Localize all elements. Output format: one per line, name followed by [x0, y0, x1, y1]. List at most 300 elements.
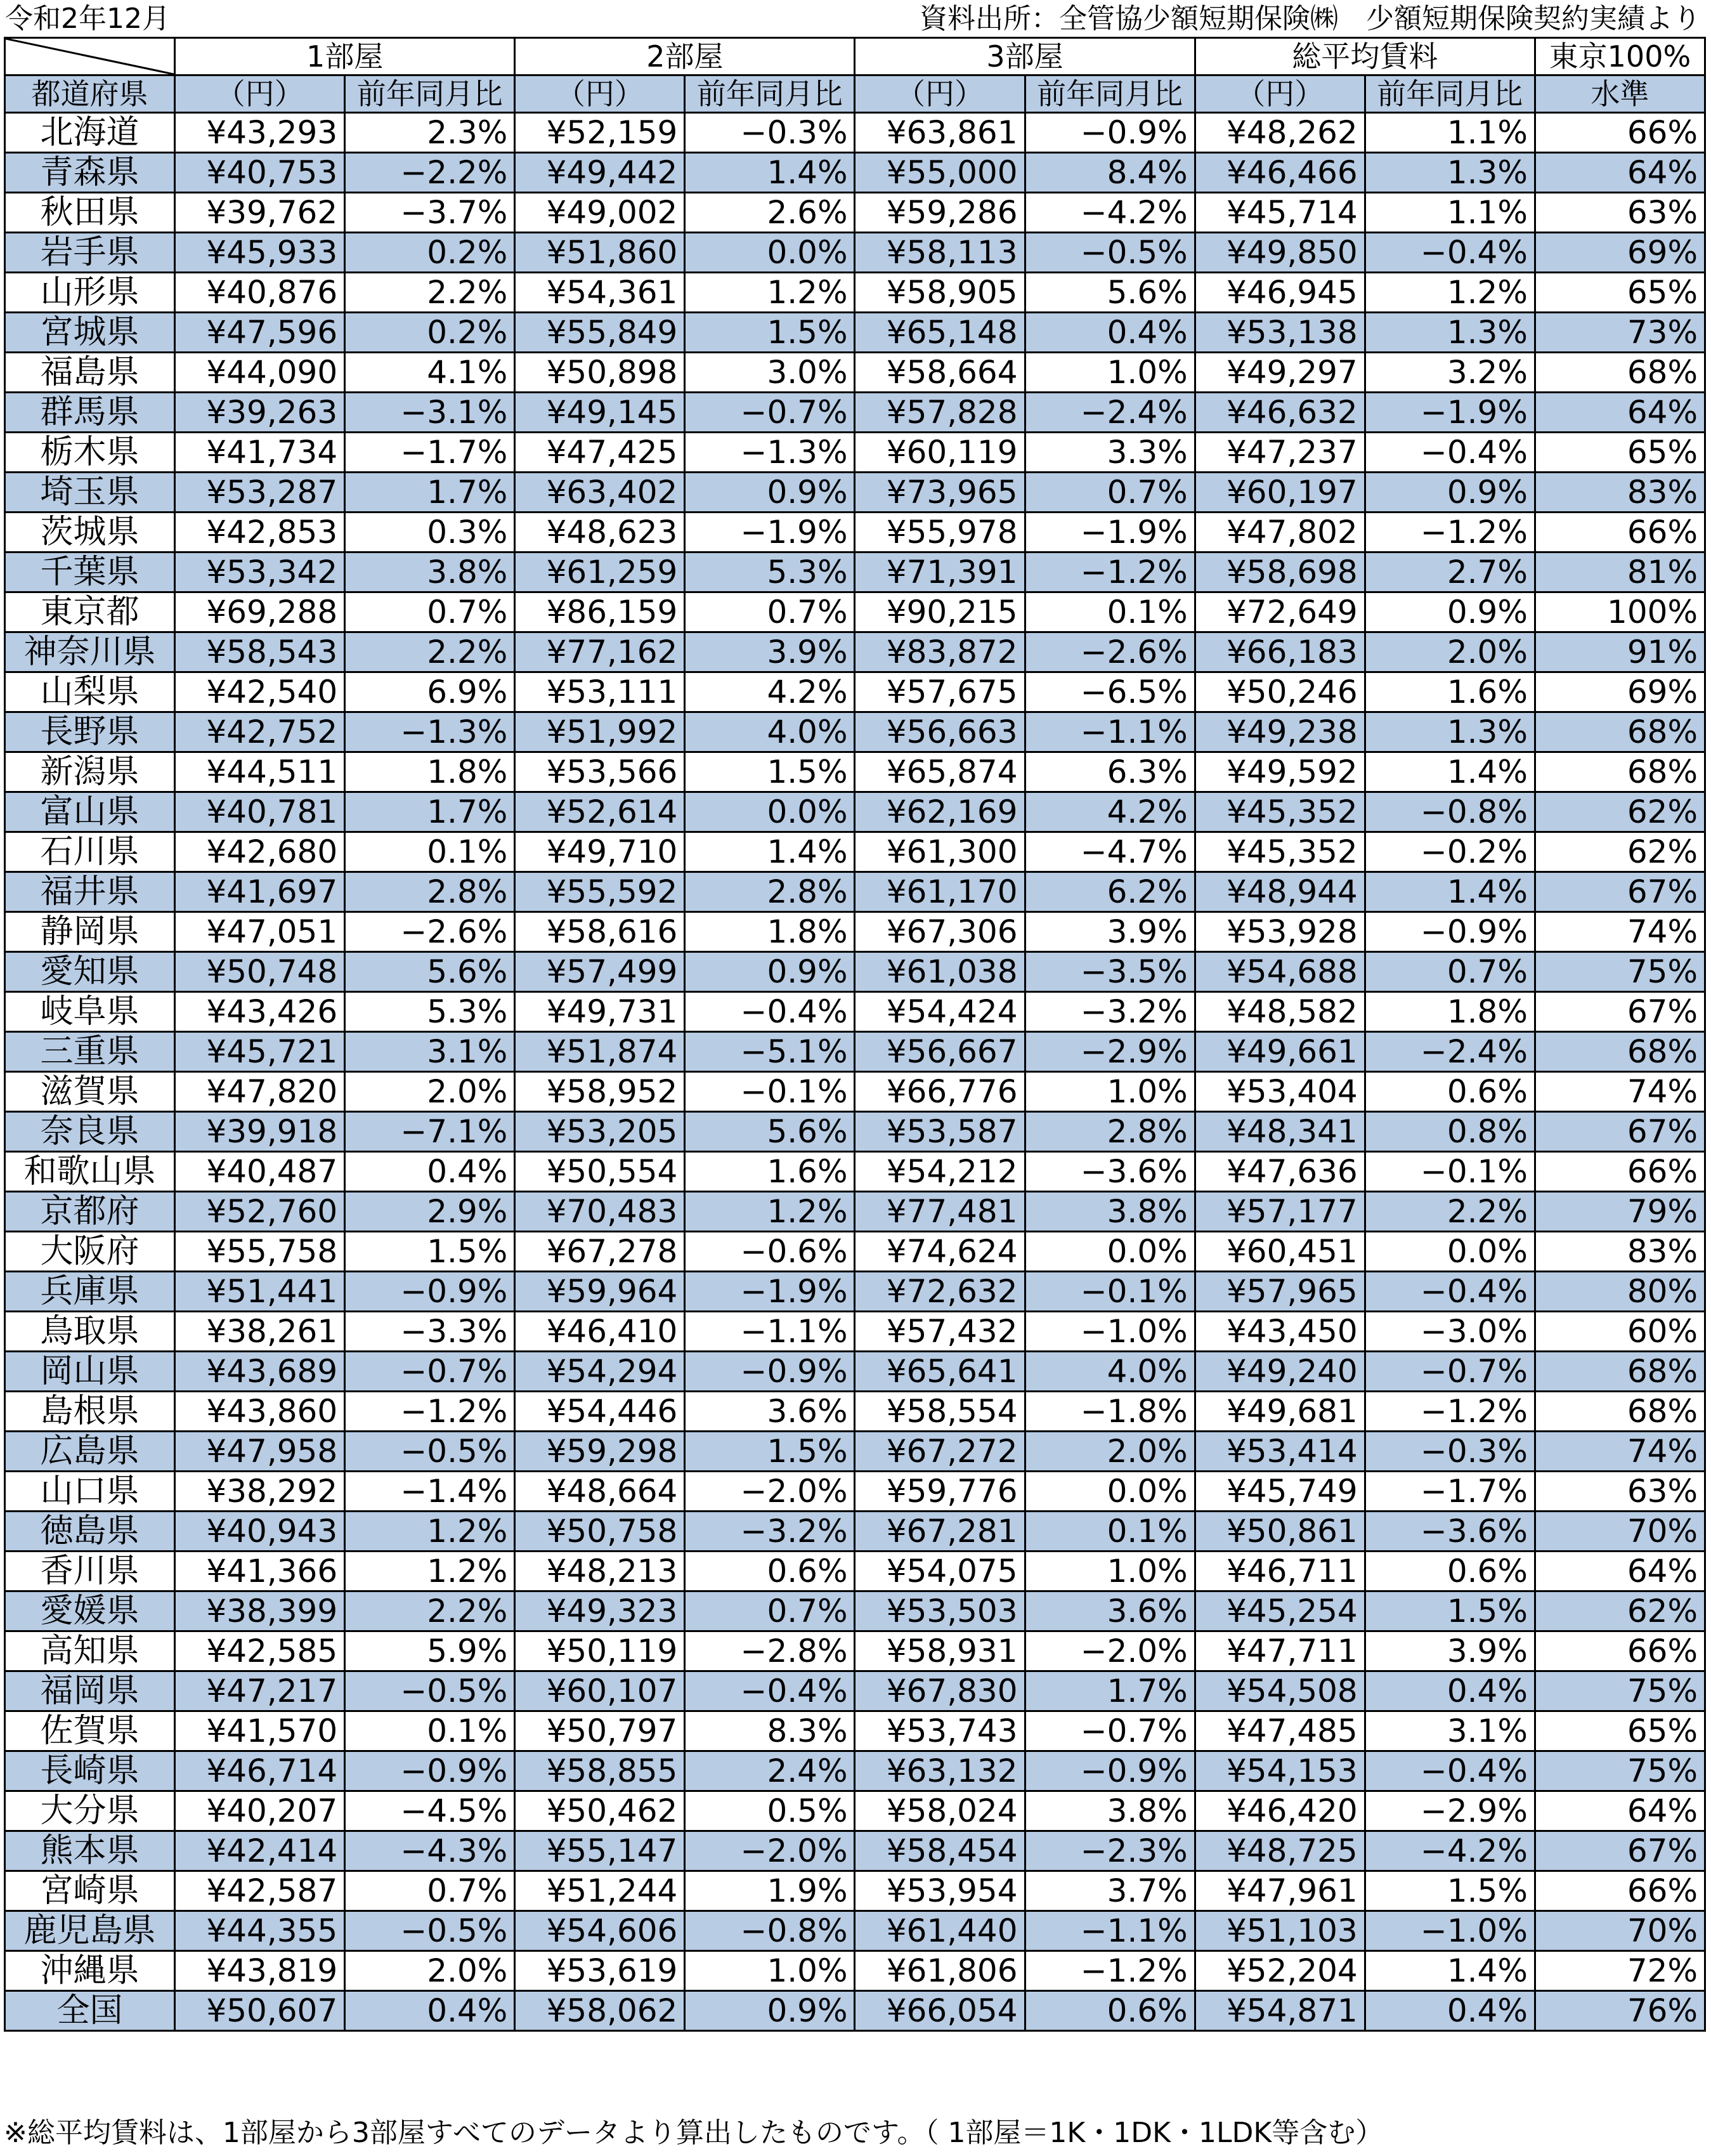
table-row	[5, 1591, 1705, 1631]
cell-rent-2-rooms: ¥48,664	[515, 1472, 685, 1512]
cell-yoy-2-rooms: −5.1%	[685, 1032, 855, 1072]
cell-rent-average: ¥49,661	[1195, 1032, 1365, 1072]
cell-yoy-average: 1.5%	[1365, 1591, 1535, 1631]
cell-rent-average: ¥48,582	[1195, 992, 1365, 1032]
cell-rent-average: ¥66,183	[1195, 632, 1365, 672]
cell-tokyo-level: 74%	[1535, 912, 1705, 952]
cell-prefecture: 兵庫県	[5, 1272, 175, 1312]
cell-prefecture: 熊本県	[5, 1831, 175, 1871]
cell-rent-3-rooms: ¥58,664	[855, 353, 1025, 393]
cell-yoy-3-rooms: 3.8%	[1025, 1192, 1195, 1232]
cell-yoy-average: 1.1%	[1365, 113, 1535, 153]
cell-prefecture: 愛媛県	[5, 1591, 175, 1631]
cell-rent-1-room: ¥47,051	[175, 912, 345, 952]
cell-rent-average: ¥72,649	[1195, 592, 1365, 632]
header-1-room: 1部屋	[175, 38, 515, 75]
cell-yoy-1-room: 0.7%	[345, 1871, 515, 1911]
cell-rent-average: ¥47,485	[1195, 1711, 1365, 1751]
cell-yoy-1-room: 2.2%	[345, 1591, 515, 1631]
cell-yoy-3-rooms: 3.6%	[1025, 1591, 1195, 1631]
cell-rent-2-rooms: ¥54,606	[515, 1911, 685, 1951]
cell-rent-2-rooms: ¥51,992	[515, 712, 685, 752]
header-row-units	[5, 75, 1705, 113]
table-row	[5, 1312, 1705, 1352]
cell-yoy-2-rooms: 3.0%	[685, 353, 855, 393]
cell-yoy-3-rooms: 0.6%	[1025, 1991, 1195, 2031]
cell-yoy-2-rooms: 0.7%	[685, 592, 855, 632]
cell-rent-3-rooms: ¥63,132	[855, 1751, 1025, 1791]
cell-rent-average: ¥47,711	[1195, 1631, 1365, 1671]
cell-prefecture: 徳島県	[5, 1512, 175, 1552]
cell-yoy-1-room: −2.2%	[345, 153, 515, 193]
cell-yoy-1-room: 5.3%	[345, 992, 515, 1032]
cell-rent-average: ¥46,945	[1195, 273, 1365, 313]
cell-rent-average: ¥53,404	[1195, 1072, 1365, 1112]
cell-yoy-1-room: 2.2%	[345, 632, 515, 672]
cell-rent-1-room: ¥47,596	[175, 313, 345, 353]
cell-yoy-2-rooms: 1.4%	[685, 832, 855, 872]
cell-rent-1-room: ¥40,943	[175, 1512, 345, 1552]
table-row	[5, 1552, 1705, 1591]
cell-yoy-average: 3.1%	[1365, 1711, 1535, 1751]
cell-rent-1-room: ¥58,543	[175, 632, 345, 672]
cell-rent-2-rooms: ¥49,710	[515, 832, 685, 872]
cell-tokyo-level: 66%	[1535, 1152, 1705, 1192]
cell-rent-average: ¥48,725	[1195, 1831, 1365, 1871]
cell-rent-1-room: ¥47,820	[175, 1072, 345, 1112]
cell-rent-3-rooms: ¥53,503	[855, 1591, 1025, 1631]
cell-tokyo-level: 66%	[1535, 1631, 1705, 1671]
table-row	[5, 1631, 1705, 1671]
cell-yoy-1-room: 2.8%	[345, 872, 515, 912]
cell-rent-average: ¥49,592	[1195, 752, 1365, 792]
cell-rent-2-rooms: ¥77,162	[515, 632, 685, 672]
cell-yoy-average: 1.8%	[1365, 992, 1535, 1032]
cell-rent-2-rooms: ¥50,898	[515, 353, 685, 393]
cell-rent-1-room: ¥44,355	[175, 1911, 345, 1951]
cell-tokyo-level: 65%	[1535, 1711, 1705, 1751]
cell-yoy-3-rooms: 3.8%	[1025, 1791, 1195, 1831]
cell-yoy-average: 0.6%	[1365, 1552, 1535, 1591]
cell-tokyo-level: 62%	[1535, 1591, 1705, 1631]
table-row	[5, 1671, 1705, 1711]
cell-yoy-average: 3.2%	[1365, 353, 1535, 393]
cell-yoy-2-rooms: −0.7%	[685, 393, 855, 433]
cell-rent-average: ¥49,238	[1195, 712, 1365, 752]
cell-rent-average: ¥46,632	[1195, 393, 1365, 433]
cell-yoy-average: 0.4%	[1365, 1991, 1535, 2031]
cell-yoy-2-rooms: 1.6%	[685, 1152, 855, 1192]
cell-tokyo-level: 65%	[1535, 433, 1705, 473]
cell-yoy-1-room: −0.9%	[345, 1751, 515, 1791]
cell-yoy-average: 1.3%	[1365, 712, 1535, 752]
cell-prefecture: 北海道	[5, 113, 175, 153]
cell-yoy-1-room: −3.7%	[345, 193, 515, 233]
cell-tokyo-level: 64%	[1535, 1552, 1705, 1591]
cell-yoy-average: −0.4%	[1365, 1272, 1535, 1312]
cell-rent-3-rooms: ¥61,806	[855, 1951, 1025, 1991]
cell-rent-average: ¥57,965	[1195, 1272, 1365, 1312]
cell-rent-average: ¥46,711	[1195, 1552, 1365, 1591]
cell-rent-2-rooms: ¥53,619	[515, 1951, 685, 1991]
cell-tokyo-level: 62%	[1535, 792, 1705, 832]
cell-yoy-1-room: −0.9%	[345, 1272, 515, 1312]
cell-yoy-2-rooms: 1.2%	[685, 273, 855, 313]
cell-prefecture: 広島県	[5, 1432, 175, 1472]
cell-yoy-3-rooms: 3.7%	[1025, 1871, 1195, 1911]
cell-rent-1-room: ¥40,781	[175, 792, 345, 832]
cell-rent-average: ¥43,450	[1195, 1312, 1365, 1352]
cell-yoy-3-rooms: −1.0%	[1025, 1312, 1195, 1352]
cell-rent-3-rooms: ¥53,743	[855, 1711, 1025, 1751]
cell-yoy-3-rooms: −2.4%	[1025, 393, 1195, 433]
cell-rent-average: ¥50,246	[1195, 672, 1365, 712]
cell-rent-3-rooms: ¥83,872	[855, 632, 1025, 672]
cell-rent-average: ¥49,240	[1195, 1352, 1365, 1392]
cell-yoy-3-rooms: 8.4%	[1025, 153, 1195, 193]
cell-rent-3-rooms: ¥58,113	[855, 233, 1025, 273]
cell-prefecture: 富山県	[5, 792, 175, 832]
cell-rent-2-rooms: ¥55,849	[515, 313, 685, 353]
cell-yoy-3-rooms: 0.1%	[1025, 1512, 1195, 1552]
table-row	[5, 1072, 1705, 1112]
table-row	[5, 1951, 1705, 1991]
cell-yoy-3-rooms: 1.0%	[1025, 1072, 1195, 1112]
cell-tokyo-level: 70%	[1535, 1911, 1705, 1951]
cell-rent-1-room: ¥53,287	[175, 473, 345, 513]
cell-yoy-2-rooms: 0.0%	[685, 792, 855, 832]
cell-rent-1-room: ¥38,261	[175, 1312, 345, 1352]
table-row	[5, 1352, 1705, 1392]
cell-tokyo-level: 64%	[1535, 393, 1705, 433]
table-row	[5, 1112, 1705, 1152]
table-row	[5, 1871, 1705, 1911]
cell-yoy-average: −0.3%	[1365, 1432, 1535, 1472]
cell-rent-3-rooms: ¥56,663	[855, 712, 1025, 752]
cell-yoy-1-room: −1.7%	[345, 433, 515, 473]
cell-prefecture: 大阪府	[5, 1232, 175, 1272]
table-row	[5, 473, 1705, 513]
cell-yoy-1-room: 2.2%	[345, 273, 515, 313]
cell-rent-3-rooms: ¥57,675	[855, 672, 1025, 712]
cell-yoy-1-room: −0.7%	[345, 1352, 515, 1392]
cell-yoy-2-rooms: 1.5%	[685, 1432, 855, 1472]
cell-prefecture: 福井県	[5, 872, 175, 912]
cell-yoy-1-room: 2.0%	[345, 1951, 515, 1991]
table-row	[5, 712, 1705, 752]
cell-rent-2-rooms: ¥49,323	[515, 1591, 685, 1631]
cell-yoy-3-rooms: −0.1%	[1025, 1272, 1195, 1312]
table-row	[5, 233, 1705, 273]
table-row	[5, 1791, 1705, 1831]
cell-yoy-1-room: 3.1%	[345, 1032, 515, 1072]
table-row	[5, 393, 1705, 433]
cell-yoy-average: −4.2%	[1365, 1831, 1535, 1871]
cell-rent-2-rooms: ¥50,758	[515, 1512, 685, 1552]
cell-rent-2-rooms: ¥52,159	[515, 113, 685, 153]
cell-rent-average: ¥53,138	[1195, 313, 1365, 353]
cell-yoy-average: −1.2%	[1365, 1392, 1535, 1432]
cell-yoy-1-room: −7.1%	[345, 1112, 515, 1152]
table-row	[5, 1272, 1705, 1312]
cell-tokyo-level: 74%	[1535, 1432, 1705, 1472]
cell-prefecture: 秋田県	[5, 193, 175, 233]
cell-tokyo-level: 64%	[1535, 153, 1705, 193]
cell-prefecture: 栃木県	[5, 433, 175, 473]
cell-prefecture: 岐阜県	[5, 992, 175, 1032]
header-tokyo-100: 東京100%	[1535, 38, 1705, 75]
cell-rent-3-rooms: ¥53,587	[855, 1112, 1025, 1152]
cell-rent-3-rooms: ¥61,038	[855, 952, 1025, 992]
cell-yoy-average: −1.0%	[1365, 1911, 1535, 1951]
cell-rent-3-rooms: ¥74,624	[855, 1232, 1025, 1272]
cell-prefecture: 滋賀県	[5, 1072, 175, 1112]
cell-yoy-3-rooms: −1.1%	[1025, 712, 1195, 752]
cell-rent-average: ¥52,204	[1195, 1951, 1365, 1991]
cell-yoy-1-room: −3.3%	[345, 1312, 515, 1352]
table-row	[5, 1192, 1705, 1232]
cell-rent-average: ¥46,466	[1195, 153, 1365, 193]
cell-yoy-1-room: 6.9%	[345, 672, 515, 712]
cell-yoy-1-room: 1.2%	[345, 1552, 515, 1591]
cell-yoy-3-rooms: −1.2%	[1025, 1951, 1195, 1991]
cell-yoy-1-room: 2.3%	[345, 113, 515, 153]
cell-rent-3-rooms: ¥71,391	[855, 552, 1025, 592]
cell-yoy-1-room: 5.6%	[345, 952, 515, 992]
cell-yoy-3-rooms: −0.9%	[1025, 1751, 1195, 1791]
cell-rent-average: ¥45,749	[1195, 1472, 1365, 1512]
diagonal-line	[6, 39, 174, 74]
header-yen-1: （円）	[175, 75, 345, 113]
cell-rent-average: ¥47,961	[1195, 1871, 1365, 1911]
cell-tokyo-level: 67%	[1535, 1831, 1705, 1871]
cell-rent-2-rooms: ¥51,874	[515, 1032, 685, 1072]
cell-rent-2-rooms: ¥48,623	[515, 513, 685, 552]
table-row	[5, 513, 1705, 552]
cell-tokyo-level: 67%	[1535, 1112, 1705, 1152]
cell-rent-2-rooms: ¥86,159	[515, 592, 685, 632]
cell-prefecture: 愛知県	[5, 952, 175, 992]
table-row	[5, 353, 1705, 393]
cell-rent-1-room: ¥45,933	[175, 233, 345, 273]
cell-yoy-1-room: 2.9%	[345, 1192, 515, 1232]
cell-yoy-average: −2.4%	[1365, 1032, 1535, 1072]
cell-rent-average: ¥47,802	[1195, 513, 1365, 552]
header-yoy-avg: 前年同月比	[1365, 75, 1535, 113]
table-row	[5, 1152, 1705, 1192]
cell-prefecture: 沖縄県	[5, 1951, 175, 1991]
cell-rent-3-rooms: ¥67,306	[855, 912, 1025, 952]
cell-prefecture: 東京都	[5, 592, 175, 632]
table-row	[5, 1991, 1705, 2031]
cell-rent-3-rooms: ¥73,965	[855, 473, 1025, 513]
cell-tokyo-level: 67%	[1535, 992, 1705, 1032]
cell-rent-1-room: ¥40,876	[175, 273, 345, 313]
corner-cell	[5, 38, 175, 75]
table-row	[5, 952, 1705, 992]
cell-rent-1-room: ¥53,342	[175, 552, 345, 592]
table-row	[5, 552, 1705, 592]
cell-rent-1-room: ¥42,752	[175, 712, 345, 752]
cell-yoy-2-rooms: −2.0%	[685, 1831, 855, 1871]
cell-rent-average: ¥48,262	[1195, 113, 1365, 153]
cell-prefecture: 鹿児島県	[5, 1911, 175, 1951]
cell-yoy-1-room: 4.1%	[345, 353, 515, 393]
cell-rent-3-rooms: ¥54,075	[855, 1552, 1025, 1591]
cell-prefecture: 石川県	[5, 832, 175, 872]
cell-yoy-average: 0.6%	[1365, 1072, 1535, 1112]
cell-rent-1-room: ¥47,958	[175, 1432, 345, 1472]
cell-yoy-3-rooms: 3.3%	[1025, 433, 1195, 473]
cell-yoy-average: 1.4%	[1365, 1951, 1535, 1991]
cell-rent-2-rooms: ¥51,244	[515, 1871, 685, 1911]
cell-tokyo-level: 69%	[1535, 672, 1705, 712]
cell-rent-2-rooms: ¥46,410	[515, 1312, 685, 1352]
cell-tokyo-level: 67%	[1535, 872, 1705, 912]
cell-yoy-average: 0.9%	[1365, 473, 1535, 513]
cell-yoy-2-rooms: 3.9%	[685, 632, 855, 672]
table-row	[5, 1751, 1705, 1791]
cell-tokyo-level: 68%	[1535, 752, 1705, 792]
cell-yoy-2-rooms: −0.9%	[685, 1352, 855, 1392]
cell-tokyo-level: 66%	[1535, 1871, 1705, 1911]
cell-yoy-average: −1.9%	[1365, 393, 1535, 433]
cell-tokyo-level: 79%	[1535, 1192, 1705, 1232]
cell-rent-average: ¥53,414	[1195, 1432, 1365, 1472]
header-2-rooms: 2部屋	[515, 38, 855, 75]
cell-prefecture: 神奈川県	[5, 632, 175, 672]
cell-tokyo-level: 83%	[1535, 473, 1705, 513]
cell-tokyo-level: 68%	[1535, 1392, 1705, 1432]
cell-yoy-3-rooms: −2.9%	[1025, 1032, 1195, 1072]
cell-rent-average: ¥51,103	[1195, 1911, 1365, 1951]
cell-rent-1-room: ¥43,293	[175, 113, 345, 153]
header-3-rooms: 3部屋	[855, 38, 1195, 75]
cell-rent-2-rooms: ¥57,499	[515, 952, 685, 992]
table-row	[5, 113, 1705, 153]
cell-tokyo-level: 68%	[1535, 1032, 1705, 1072]
cell-yoy-2-rooms: 0.9%	[685, 473, 855, 513]
cell-yoy-3-rooms: −2.0%	[1025, 1631, 1195, 1671]
cell-rent-1-room: ¥44,511	[175, 752, 345, 792]
table-row	[5, 153, 1705, 193]
cell-yoy-3-rooms: −1.2%	[1025, 552, 1195, 592]
cell-rent-average: ¥53,928	[1195, 912, 1365, 952]
cell-yoy-2-rooms: −0.1%	[685, 1072, 855, 1112]
cell-yoy-3-rooms: 2.0%	[1025, 1432, 1195, 1472]
cell-rent-1-room: ¥42,585	[175, 1631, 345, 1671]
cell-rent-3-rooms: ¥53,954	[855, 1871, 1025, 1911]
cell-rent-3-rooms: ¥66,776	[855, 1072, 1025, 1112]
cell-yoy-2-rooms: −1.9%	[685, 1272, 855, 1312]
header-prefecture: 都道府県	[5, 75, 175, 113]
cell-rent-1-room: ¥39,762	[175, 193, 345, 233]
cell-rent-2-rooms: ¥67,278	[515, 1232, 685, 1272]
cell-yoy-average: −0.2%	[1365, 832, 1535, 872]
cell-rent-2-rooms: ¥54,294	[515, 1352, 685, 1392]
cell-yoy-3-rooms: 1.0%	[1025, 1552, 1195, 1591]
cell-yoy-average: −0.1%	[1365, 1152, 1535, 1192]
cell-yoy-2-rooms: 2.4%	[685, 1751, 855, 1791]
cell-rent-2-rooms: ¥49,731	[515, 992, 685, 1032]
cell-rent-1-room: ¥44,090	[175, 353, 345, 393]
cell-rent-3-rooms: ¥67,272	[855, 1432, 1025, 1472]
cell-rent-3-rooms: ¥57,828	[855, 393, 1025, 433]
cell-yoy-1-room: 1.2%	[345, 1512, 515, 1552]
cell-rent-2-rooms: ¥50,462	[515, 1791, 685, 1831]
cell-rent-average: ¥54,508	[1195, 1671, 1365, 1711]
data-source: 資料出所：全管協少額短期保険㈱ 少額短期保険契約実績より	[920, 3, 1701, 35]
cell-rent-3-rooms: ¥54,212	[855, 1152, 1025, 1192]
cell-prefecture: 福島県	[5, 353, 175, 393]
cell-tokyo-level: 62%	[1535, 832, 1705, 872]
cell-yoy-2-rooms: 5.3%	[685, 552, 855, 592]
cell-yoy-average: 2.2%	[1365, 1192, 1535, 1232]
cell-rent-3-rooms: ¥58,905	[855, 273, 1025, 313]
cell-prefecture: 大分県	[5, 1791, 175, 1831]
cell-prefecture: 山梨県	[5, 672, 175, 712]
cell-yoy-3-rooms: −3.5%	[1025, 952, 1195, 992]
cell-tokyo-level: 75%	[1535, 1751, 1705, 1791]
cell-yoy-1-room: −3.1%	[345, 393, 515, 433]
cell-yoy-1-room: −1.3%	[345, 712, 515, 752]
cell-yoy-3-rooms: 0.4%	[1025, 313, 1195, 353]
cell-yoy-3-rooms: −0.5%	[1025, 233, 1195, 273]
cell-rent-1-room: ¥41,366	[175, 1552, 345, 1591]
header-average-rent: 総平均賃料	[1195, 38, 1535, 75]
cell-yoy-3-rooms: 6.2%	[1025, 872, 1195, 912]
cell-prefecture: 新潟県	[5, 752, 175, 792]
cell-yoy-2-rooms: 3.6%	[685, 1392, 855, 1432]
cell-rent-average: ¥47,636	[1195, 1152, 1365, 1192]
cell-tokyo-level: 100%	[1535, 592, 1705, 632]
table-row	[5, 912, 1705, 952]
cell-rent-average: ¥45,254	[1195, 1591, 1365, 1631]
report-header	[0, 0, 1706, 39]
cell-yoy-3-rooms: 3.9%	[1025, 912, 1195, 952]
cell-rent-3-rooms: ¥55,000	[855, 153, 1025, 193]
cell-yoy-average: −0.4%	[1365, 1751, 1535, 1791]
cell-yoy-3-rooms: 0.0%	[1025, 1472, 1195, 1512]
table-row	[5, 193, 1705, 233]
cell-yoy-average: −3.6%	[1365, 1512, 1535, 1552]
cell-yoy-3-rooms: −6.5%	[1025, 672, 1195, 712]
cell-yoy-1-room: −4.5%	[345, 1791, 515, 1831]
cell-yoy-3-rooms: −2.6%	[1025, 632, 1195, 672]
cell-rent-average: ¥58,698	[1195, 552, 1365, 592]
cell-yoy-3-rooms: 4.2%	[1025, 792, 1195, 832]
cell-tokyo-level: 80%	[1535, 1272, 1705, 1312]
cell-rent-2-rooms: ¥54,446	[515, 1392, 685, 1432]
cell-yoy-3-rooms: 5.6%	[1025, 273, 1195, 313]
cell-yoy-2-rooms: 1.5%	[685, 752, 855, 792]
cell-rent-3-rooms: ¥90,215	[855, 592, 1025, 632]
cell-rent-average: ¥46,420	[1195, 1791, 1365, 1831]
cell-prefecture: 宮城県	[5, 313, 175, 353]
cell-yoy-3-rooms: 1.0%	[1025, 353, 1195, 393]
cell-rent-2-rooms: ¥58,616	[515, 912, 685, 952]
cell-yoy-1-room: 2.0%	[345, 1072, 515, 1112]
table-row	[5, 1711, 1705, 1751]
cell-tokyo-level: 81%	[1535, 552, 1705, 592]
cell-yoy-average: 1.4%	[1365, 872, 1535, 912]
table-row	[5, 1831, 1705, 1871]
cell-yoy-2-rooms: −0.8%	[685, 1911, 855, 1951]
cell-rent-1-room: ¥45,721	[175, 1032, 345, 1072]
rent-table-container	[4, 37, 1706, 2032]
cell-tokyo-level: 75%	[1535, 952, 1705, 992]
cell-yoy-average: 1.2%	[1365, 273, 1535, 313]
